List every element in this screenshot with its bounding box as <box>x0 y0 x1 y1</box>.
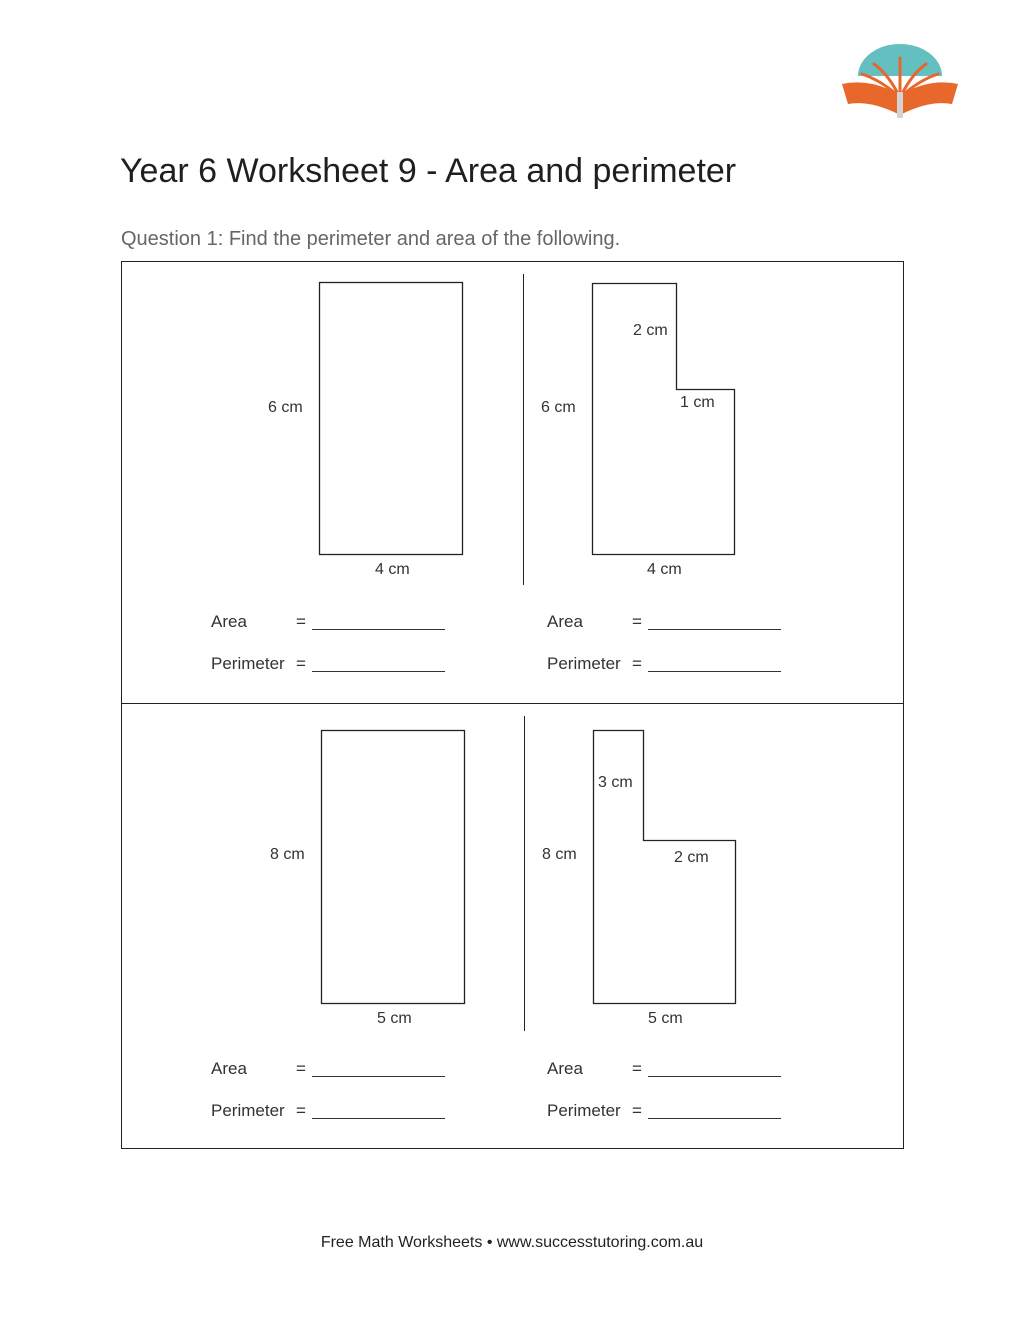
perimeter-label-2: Perimeter <box>547 654 621 673</box>
width-label-2: 4 cm <box>647 561 682 578</box>
perimeter-label-1: Perimeter <box>211 654 285 673</box>
page-title: Year 6 Worksheet 9 - Area and perimeter <box>120 152 737 190</box>
area-equals-1: = <box>296 612 306 631</box>
width-label-4: 5 cm <box>648 1010 683 1027</box>
area-answer-blank-4[interactable] <box>648 1076 781 1077</box>
footer-text: Free Math Worksheets • www.successtutoring.com.au <box>320 1234 704 1251</box>
area-equals-4: = <box>632 1059 642 1078</box>
width-label-1: 4 cm <box>375 561 410 578</box>
notch-height-label-4: 3 cm <box>598 774 633 791</box>
area-equals-3: = <box>296 1059 306 1078</box>
perimeter-label-3: Perimeter <box>211 1101 285 1120</box>
notch-height-label-2: 2 cm <box>633 322 668 339</box>
perimeter-answer-blank-4[interactable] <box>648 1118 781 1119</box>
area-label-4: Area <box>547 1059 583 1078</box>
area-label-2: Area <box>547 612 583 631</box>
notch-width-label-2: 1 cm <box>680 394 715 411</box>
perimeter-label-4: Perimeter <box>547 1101 621 1120</box>
width-label-3: 5 cm <box>377 1010 412 1027</box>
height-label-3: 8 cm <box>270 846 305 863</box>
area-label-3: Area <box>211 1059 247 1078</box>
height-label-4: 8 cm <box>542 846 577 863</box>
area-equals-2: = <box>632 612 642 631</box>
perimeter-equals-1: = <box>296 654 306 673</box>
perimeter-equals-2: = <box>632 654 642 673</box>
perimeter-equals-4: = <box>632 1101 642 1120</box>
perimeter-equals-3: = <box>296 1101 306 1120</box>
area-label-1: Area <box>211 612 247 631</box>
height-label-1: 6 cm <box>268 399 303 416</box>
question-text: Question 1: Find the perimeter and area of the following. <box>121 228 621 250</box>
height-label-2: 6 cm <box>541 399 576 416</box>
notch-width-label-4: 2 cm <box>674 849 709 866</box>
